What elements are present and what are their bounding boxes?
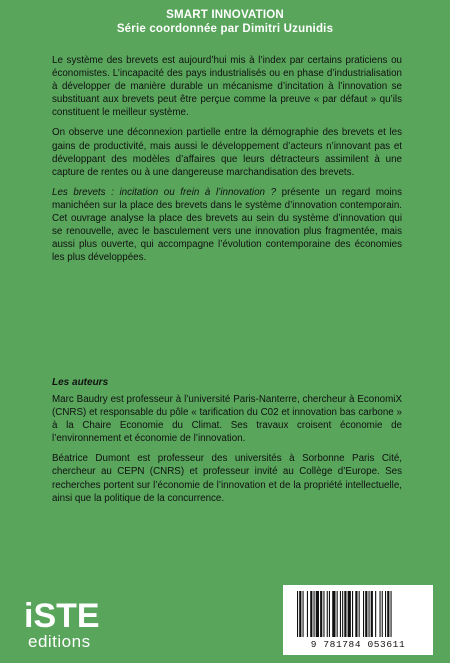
barcode-bar <box>329 591 330 637</box>
barcode-bar <box>387 591 389 637</box>
barcode-bar <box>340 591 341 637</box>
barcode-bar <box>327 591 328 637</box>
barcode-bar <box>355 591 357 637</box>
barcode-bar <box>359 591 360 637</box>
barcode-number: 9 781784 053611 <box>310 639 406 650</box>
barcode-bar <box>307 591 308 637</box>
barcode-bar <box>323 591 324 637</box>
barcode-bar <box>352 591 353 637</box>
barcode-bar <box>320 591 322 637</box>
barcode-bar <box>332 591 335 637</box>
barcode-bar <box>382 591 383 637</box>
barcode-bar <box>348 591 351 637</box>
author-bio-1: Marc Baudry est professeur à l’université Paris-Nanterre, chercheur à EconomiX (CNRS) et responsable du pôle « tarification du C02 et innovation bas carbone » à la Chaire Economie du Climat. Ses travaux croisent économie de l’environnement et économie de l’innovation. <box>52 394 402 445</box>
barcode-bar <box>385 591 386 637</box>
barcode-bar <box>344 591 346 637</box>
authors-heading: Les auteurs <box>52 377 109 388</box>
logo-bottom-text: editions <box>28 632 91 651</box>
barcode-bar <box>310 591 312 637</box>
iste-editions-logo <box>22 597 142 653</box>
paragraph-3 <box>52 186 402 265</box>
logo-top-text: iSTE <box>24 597 100 635</box>
barcode-bar <box>375 591 376 637</box>
barcode-bar <box>314 591 315 637</box>
authors-section <box>52 393 402 512</box>
paragraph-2: On observe une déconnexion partielle entre la démographie des brevets et les gains de productivité, mais aussi le développement d’acteurs n’innovant pas et développant des modèles d’affaires que leurs détracteurs assimilent à une capture de rentes ou à une dangereuse marchandisation des brevets. <box>52 127 402 178</box>
barcode-bar <box>363 591 364 637</box>
barcode-bar <box>299 591 301 637</box>
series-coordinator: Série coordonnée par Dimitri Uzunidis <box>116 23 334 35</box>
book-title: Les brevets : incitation ou frein à l’innovation ? <box>52 186 277 198</box>
barcode-bar <box>369 591 370 637</box>
paragraph-1: Le système des brevets est aujourd’hui mis à l’index par certains praticiens ou économistes. L’incapacité des pays industrialisés ou en phase d’industrialisation à développer de manière durable un mécanisme d’incitation à l’innovation se substituant aux brevets peut être perçue comme la preuve « par défaut » qu’ils constituent le meilleur système. <box>52 55 402 119</box>
barcode-bar <box>365 591 367 637</box>
barcode-bar <box>380 591 381 637</box>
barcode-bar <box>316 591 319 637</box>
barcode-bar <box>371 591 373 637</box>
barcode-bar <box>297 591 298 637</box>
paragraph-3-text: présente un regard moins manichéen sur la place des brevets dans le système d’innovation contemporain. Cet ouvrage analyse la place des brevets au sein du système d’innovation qui se renouvelle, avec le basculement vers une innovation plus fragmentée, mais aussi plus ouverte, qui accompagne l’évolution contemporaine des économies les plus développées. <box>52 186 402 264</box>
back-cover-text <box>52 54 402 271</box>
barcode-bar <box>342 591 343 637</box>
barcode-bar <box>337 591 338 637</box>
barcode-bar <box>391 591 392 637</box>
barcode-bar <box>303 591 304 637</box>
series-title: SMART INNOVATION <box>166 9 284 21</box>
author-bio-2: Béatrice Dumont est professeur des universités à Sorbonne Paris Cité, chercheur au CEPN (CNRS) et professeur invité au Collège d’Europe. Ses recherches portent sur l’économie de l’innovation et de la propriété intellectuelle, ainsi que la politique de la concurrence. <box>52 453 402 504</box>
header <box>0 8 450 36</box>
